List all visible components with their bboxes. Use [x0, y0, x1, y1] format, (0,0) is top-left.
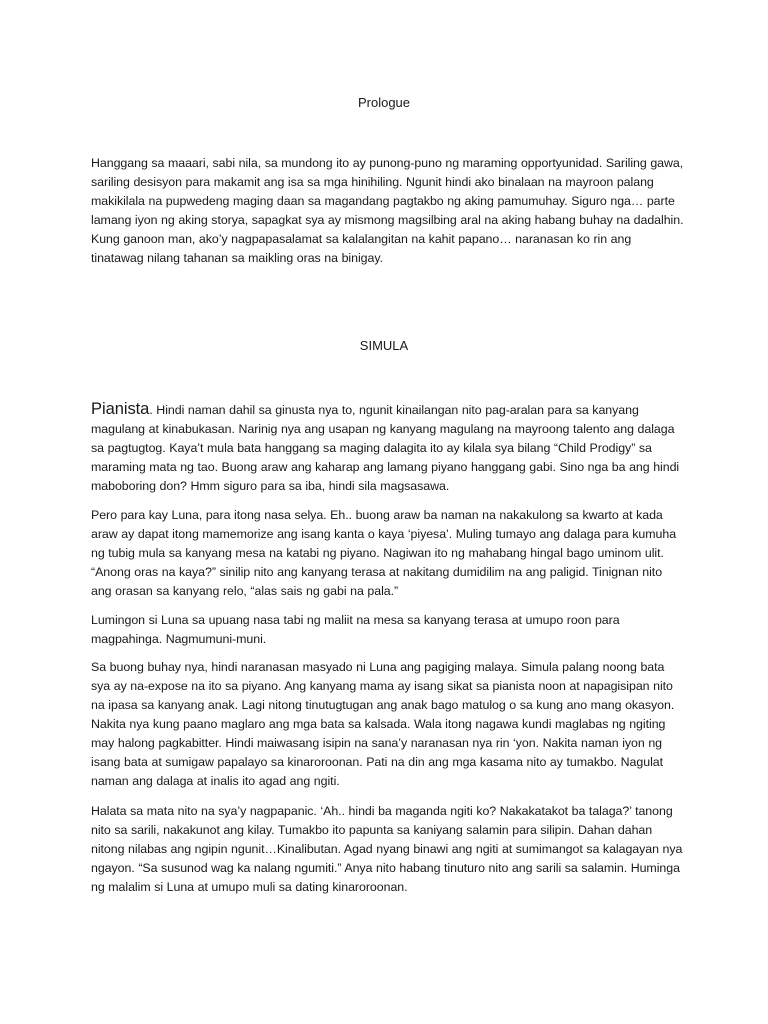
paragraph-1	[91, 400, 685, 496]
lead-word: Pianista	[91, 400, 150, 418]
paragraph-3: Lumingon si Luna sa upuang nasa tabi ng maliit na mesa sa kanyang terasa at umupo roon para magpahinga. Nagmumuni-muni.	[91, 613, 620, 646]
paragraph-4: Sa buong buhay nya, hindi naranasan masyado ni Luna ang pagiging malaya. Simula palang noong bata sya ay na-expose na ito sa piyano. Ang kanyang mama ay isang sikat sa pianista noon at napagisipan nito na ipasa sa kanyang anak. Lagi nitong tinutugtugan ang anak bago matulog o sa kung ano mang okasyon. Nakita nya kung paano maglaro ang mga bata sa kalsada. Wala itong nagawa kundi maglabas ng ngiting may halong pagkabitter. Hindi maiwasang isipin na sana’y naranasan nya rin ‘yon. Nakita naman iyon ng isang bata at sumigaw papalayo sa kinaroroonan. Pati na din ang mga kasama nito ay tumakbo. Nagulat naman ang dalaga at inalis ito agad ang ngiti.	[91, 660, 675, 788]
paragraph-2: Pero para kay Luna, para itong nasa selya. Eh.. buong araw ba naman na nakakulong sa kwarto at kada araw ay dapat itong mamemorize ang isang kanta o kaya ‘piyesa’. Muling tumayo ang dalaga para kumuha ng tubig mula sa kanyang mesa na katabi ng piyano. Nagiwan ito ng mahabang hingal bago uminom ulit. “Anong oras na kaya?” sinilip nito ang kanyang terasa at nakitang dumidilim na ang paligid. Tinignan nito ang orasan sa kanyang relo, “alas sais ng gabi na pala.”	[91, 508, 677, 598]
paragraph-1-text: . Hindi naman dahil sa ginusta nya to, ngunit kinailangan nito pag-aralan para sa kanyang magulang at kinabukasan. Narinig nya ang usapan ng kanyang magulang na mayroong talento ang dalaga sa pagtugtog. Kaya’t mula bata hanggang sa maging dalagita ito ay kilala sya bilang “Child Prodigy” sa maraming mata ng tao. Buong araw ang kaharap ang lamang piyano hanggang gabi. Sino nga ba ang hindi maboboring don? Hmm siguro para sa iba, hindi sila magsasawa.	[91, 403, 680, 493]
section-heading: SIMULA	[359, 338, 409, 353]
prologue-heading: Prologue	[357, 95, 411, 110]
paragraph-5: Halata sa mata nito na sya’y nagpapanic. ‘Ah.. hindi ba maganda ngiti ko? Nakakatakot ba talaga?’ tanong nito sa sarili, nakakunot ang kilay. Tumakbo ito papunta sa kaniyang salamin para silipin. Dahan dahan nitong nilabas ang ngipin ngunit…Kinalibutan. Agad nyang binawi ang ngiti at sumimangot sa kalagayan nya ngayon. “Sa susunod wag ka nalang ngumiti.” Anya nito habang tinuturo nito ang sarili sa salamin. Huminga ng malalim si Luna at umupo muli sa dating kinaroroonan.	[91, 804, 683, 894]
prologue-paragraph: Hanggang sa maaari, sabi nila, sa mundong ito ay punong-puno ng maraming opportyunidad. Sariling gawa, sariling desisyon para makamit ang isa sa mga hinihiling. Ngunit hindi ako binalaan na mayroon palang makikilala na pupwedeng maging daan sa magandang pagtakbo ng aking pamumuhay. Siguro nga… parte lamang iyon ng aking storya, sapagkat sya ay mismong magsilbing aral na aking habang buhay na dadalhin. Kung ganoon man, ako’y nagpapasalamat sa kalalangitan na kahit papano… naranasan ko rin ang tinatawag nilang tahanan sa maikling oras na binigay.	[91, 156, 684, 265]
